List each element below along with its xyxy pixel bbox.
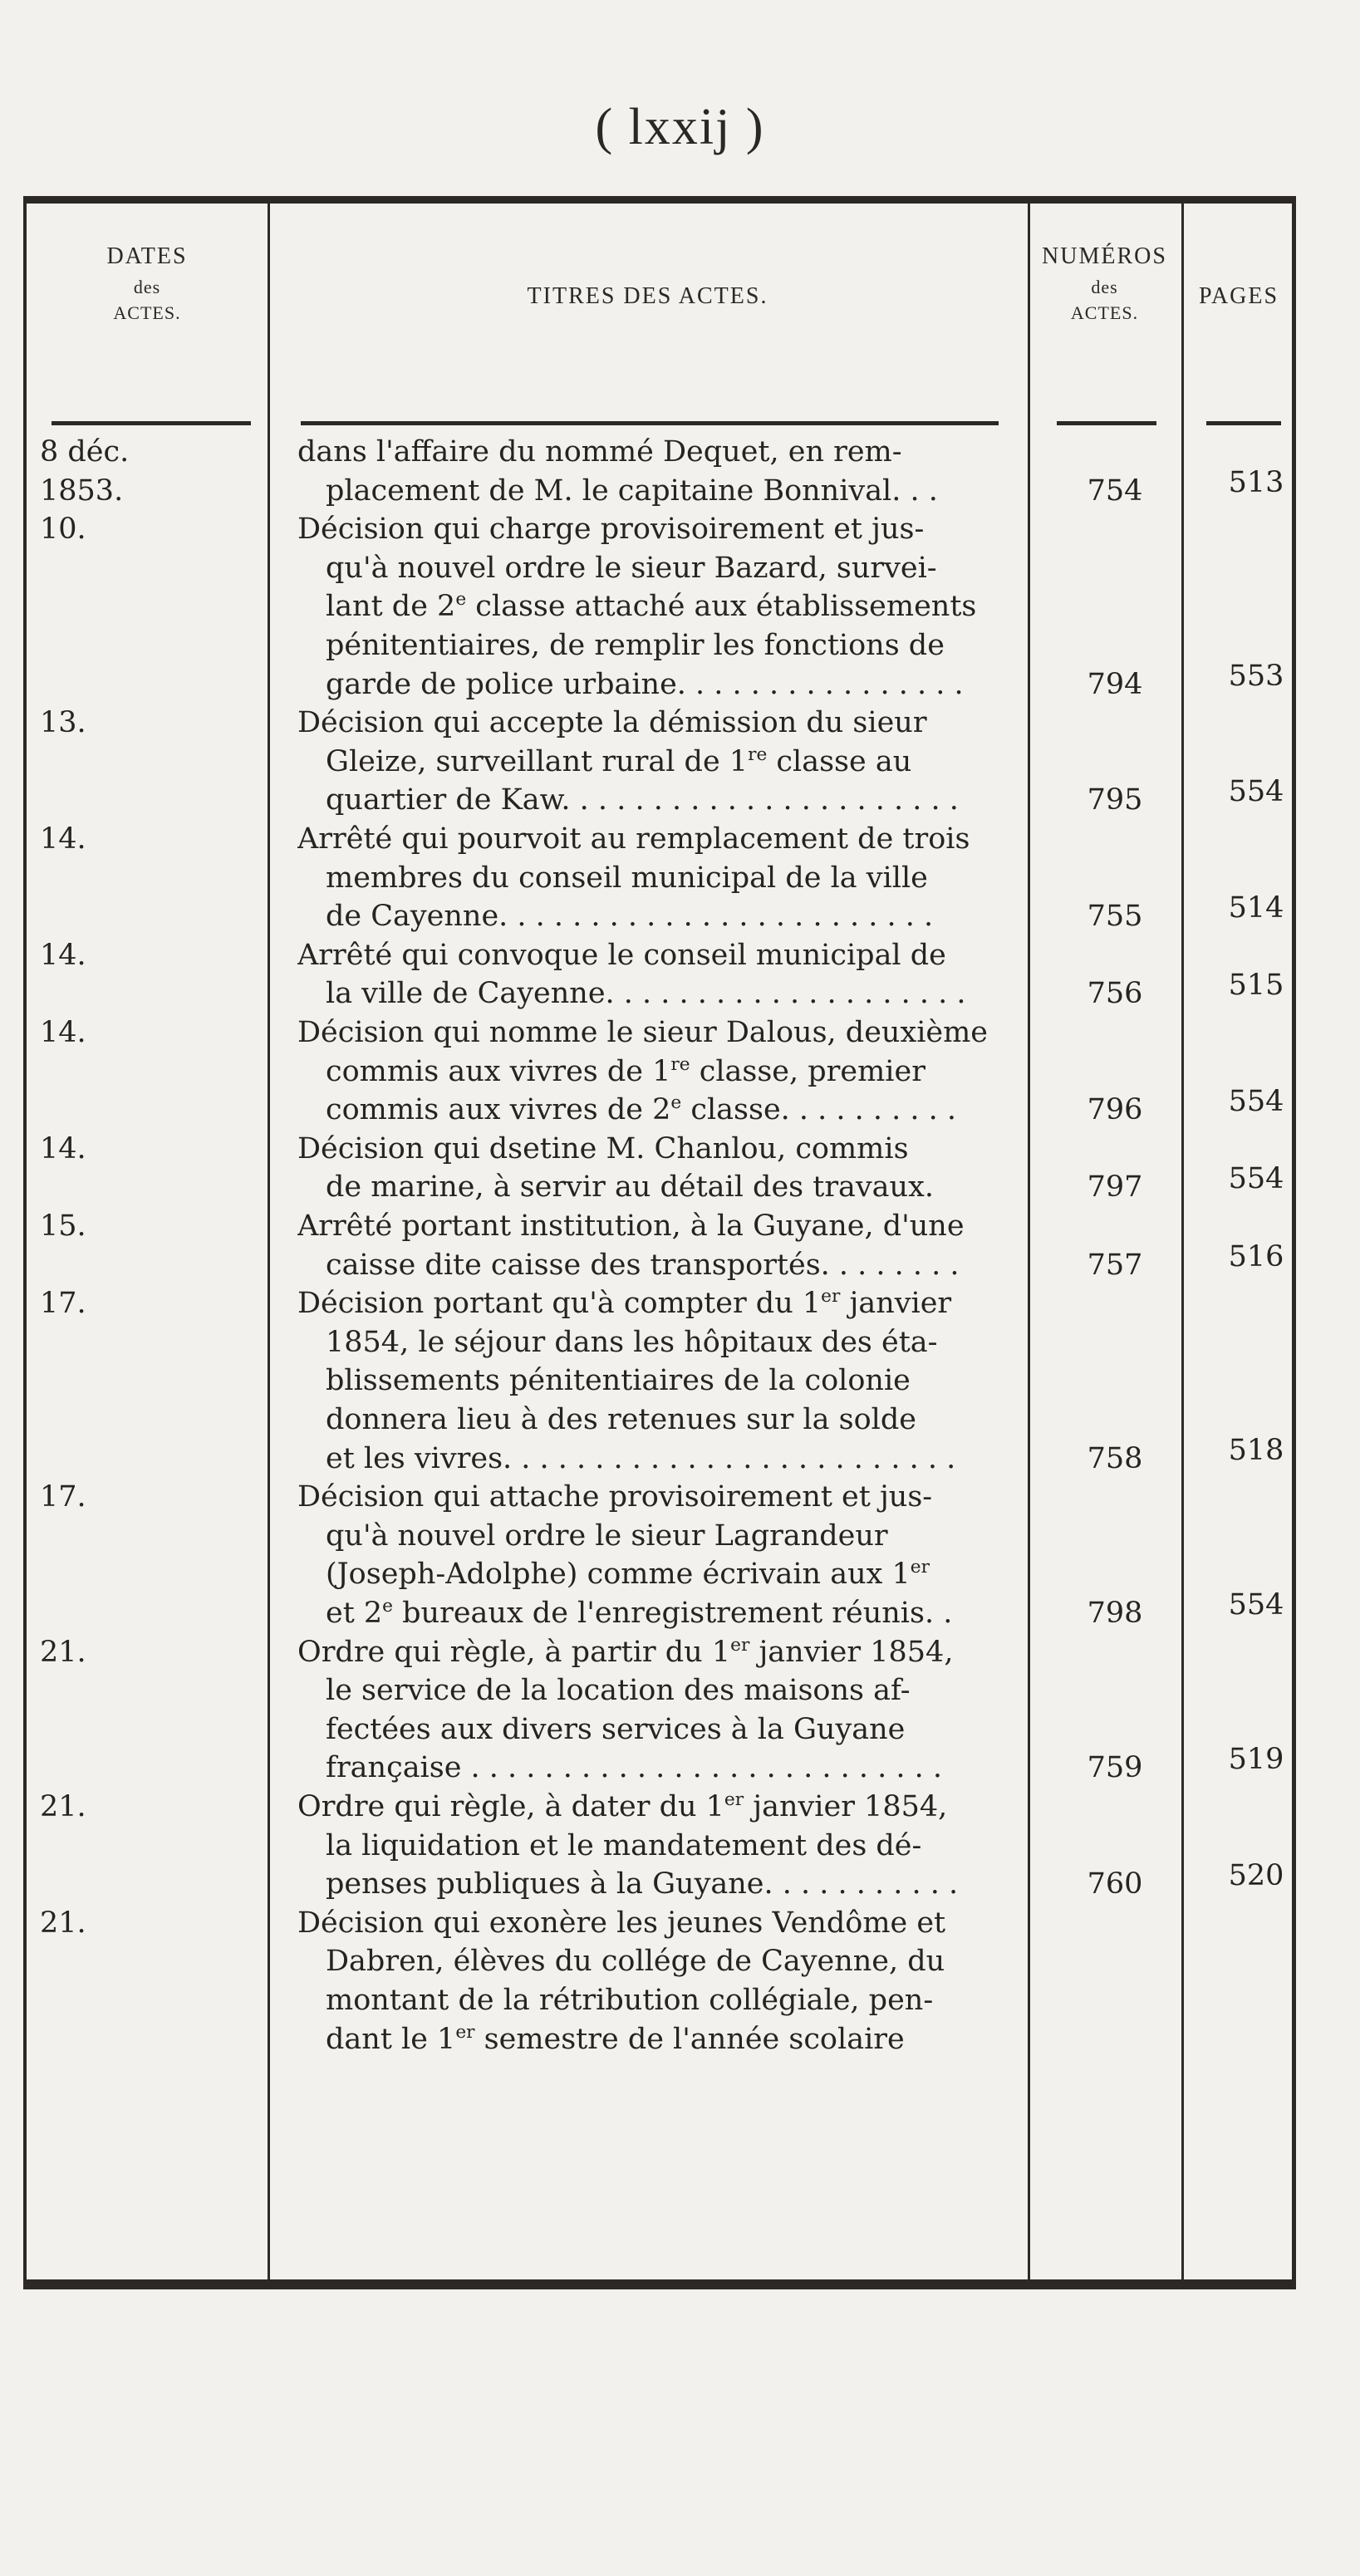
title-line: Dabren, élèves du collége de Cayenne, du <box>326 1945 945 1979</box>
header-rule <box>301 421 999 425</box>
row-date: 17. <box>40 1480 86 1514</box>
title-line: garde de police urbaine. . . . . . . . . . . . . . . . <box>326 667 964 701</box>
row-page-number: 520 <box>1228 1859 1284 1893</box>
title-line: Arrêté qui pourvoit au remplacement de trois <box>297 822 970 856</box>
row-act-number: 798 <box>1087 1596 1143 1630</box>
header-titles-text: TITRES DES ACTES. <box>527 283 768 309</box>
row-title <box>297 1788 1055 1904</box>
row-page-number: 514 <box>1228 891 1284 925</box>
row-act-number: 758 <box>1087 1441 1143 1475</box>
page-header: ( lxxij ) <box>595 99 765 155</box>
title-line: Gleize, surveillant rural de 1re classe au <box>326 743 912 778</box>
title-line: fectées aux divers services à la Guyane <box>326 1712 906 1746</box>
column-header-titles <box>268 280 1028 314</box>
row-act-number: 797 <box>1087 1170 1143 1205</box>
header-dates-line1: DATES <box>106 243 188 269</box>
row-page-number: 515 <box>1228 969 1284 1003</box>
row-page-number: 553 <box>1228 659 1284 693</box>
title-line: lant de 2e classe attaché aux établissements <box>326 589 977 624</box>
row-title <box>297 1904 1055 2058</box>
row-page-number: 518 <box>1228 1433 1284 1467</box>
row-title <box>297 820 1055 936</box>
row-title <box>297 1633 1055 1788</box>
title-line: la liquidation et le mandatement des dé- <box>326 1828 922 1862</box>
title-line: quartier de Kaw. . . . . . . . . . . . . . . . . . . . . . <box>326 783 959 817</box>
row-date: 8 déc. 1853. <box>40 433 248 510</box>
column-header-pages <box>1181 280 1296 314</box>
title-line: Décision qui charge provisoirement et jus- <box>297 513 925 547</box>
title-line: Décision qui nomme le sieur Dalous, deuxième <box>297 1016 989 1049</box>
row-act-number: 759 <box>1087 1751 1143 1785</box>
title-line: (Joseph-Adolphe) comme écrivain aux 1er <box>326 1557 930 1592</box>
row-act-number: 754 <box>1087 473 1143 508</box>
title-line: Arrêté portant institution, à la Guyane, d'une <box>297 1209 965 1243</box>
row-act-number: 756 <box>1087 977 1143 1011</box>
title-line: dant le 1er semestre de l'année scolaire <box>326 2021 905 2056</box>
title-line: Décision qui dsetine M. Chanlou, commis <box>297 1131 909 1165</box>
title-line: pénitentiaires, de remplir les fonctions de <box>326 628 945 662</box>
title-line: commis aux vivres de 1re classe, premier <box>326 1053 925 1088</box>
title-line: Décision qui accepte la démission du sieur <box>297 706 927 740</box>
row-date: 21. <box>40 1635 86 1669</box>
title-line: dans l'affaire du nommé Dequet, en rem- <box>297 435 902 469</box>
row-page-number: 519 <box>1228 1743 1284 1777</box>
header-numbers-line2: des <box>1091 276 1118 297</box>
row-title <box>297 433 1055 510</box>
title-line: et 2e bureaux de l'enregistrement réunis. . <box>326 1595 953 1630</box>
row-act-number: 795 <box>1087 783 1143 817</box>
row-title <box>297 1478 1055 1632</box>
header-numbers-line1: NUMÉROS <box>1042 243 1167 269</box>
row-date: 15. <box>40 1209 86 1243</box>
row-title <box>297 1207 1055 1284</box>
title-line: commis aux vivres de 2e classe. . . . . . . . . . <box>326 1092 957 1127</box>
row-act-number: 794 <box>1087 667 1143 701</box>
row-page-number: 554 <box>1228 775 1284 809</box>
row-title <box>297 510 1055 704</box>
title-line: de marine, à servir au détail des travaux. <box>326 1170 934 1205</box>
title-line: donnera lieu à des retenues sur la solde <box>326 1402 916 1436</box>
row-date: 17. <box>40 1287 86 1321</box>
title-line: Décision qui attache provisoirement et jus- <box>297 1480 933 1514</box>
header-pages-text: PAGES <box>1198 283 1279 309</box>
row-title <box>297 1284 1055 1478</box>
title-line: blissements pénitentiaires de la colonie <box>326 1364 911 1398</box>
row-act-number: 755 <box>1087 900 1143 934</box>
row-title <box>297 1013 1055 1130</box>
title-line: française . . . . . . . . . . . . . . . . . . . . . . . . . . <box>326 1751 942 1785</box>
title-line: qu'à nouvel ordre le sieur Bazard, survei- <box>326 551 937 585</box>
row-date-year: 1853. <box>40 473 124 508</box>
title-line: penses publiques à la Guyane. . . . . . . . . . . <box>326 1867 959 1901</box>
column-divider <box>268 204 270 2279</box>
column-header-numbers <box>1028 240 1181 326</box>
title-line: caisse dite caisse des transportés. . . . . . . . <box>326 1248 960 1282</box>
column-divider <box>1181 204 1184 2279</box>
row-title <box>297 936 1055 1013</box>
table-frame <box>23 196 1296 2289</box>
row-date: 14. <box>40 938 86 972</box>
title-line: qu'à nouvel ordre le sieur Lagrandeur <box>326 1519 888 1553</box>
row-page-number: 513 <box>1228 465 1284 499</box>
row-date: 10. <box>40 513 86 547</box>
row-act-number: 760 <box>1087 1867 1143 1901</box>
row-date: 14. <box>40 1016 86 1049</box>
title-line: le service de la location des maisons af- <box>326 1674 911 1708</box>
header-rule <box>52 421 251 425</box>
row-title <box>297 704 1055 820</box>
title-line: Arrêté qui convoque le conseil municipal de <box>297 938 946 972</box>
title-line: Décision qui exonère les jeunes Vendôme et <box>297 1906 946 1940</box>
header-rule <box>1206 421 1281 425</box>
row-page-number: 554 <box>1228 1587 1284 1622</box>
title-line: placement de M. le capitaine Bonnival. . . <box>326 473 938 508</box>
title-line: membres du conseil municipal de la ville <box>326 861 928 895</box>
header-rule <box>1057 421 1156 425</box>
row-date: 14. <box>40 822 86 856</box>
row-act-number: 757 <box>1087 1248 1143 1282</box>
title-line: de Cayenne. . . . . . . . . . . . . . . . . . . . . . . . <box>326 900 934 934</box>
row-title <box>297 1130 1055 1207</box>
row-page-number: 554 <box>1228 1085 1284 1119</box>
column-header-dates <box>27 240 268 326</box>
title-line: Décision portant qu'à compter du 1er janvier <box>297 1286 952 1321</box>
header-dates-line2: des <box>133 276 161 297</box>
title-line: Ordre qui règle, à partir du 1er janvier 1854, <box>297 1634 954 1669</box>
row-act-number: 796 <box>1087 1093 1143 1127</box>
header-numbers-line3: ACTES. <box>1070 302 1139 324</box>
title-line: la ville de Cayenne. . . . . . . . . . . . . . . . . . . . <box>326 977 966 1011</box>
row-date: 21. <box>40 1790 86 1823</box>
row-date: 13. <box>40 706 86 740</box>
title-line: 1854, le séjour dans les hôpitaux des éta- <box>326 1325 938 1359</box>
row-page-number: 516 <box>1228 1239 1284 1273</box>
title-line: montant de la rétribution collégiale, pen- <box>326 1983 934 2017</box>
row-date: 21. <box>40 1906 86 1940</box>
row-page-number: 554 <box>1228 1162 1284 1196</box>
title-line: et les vivres. . . . . . . . . . . . . . . . . . . . . . . . . <box>326 1441 956 1475</box>
title-line: Ordre qui règle, à dater du 1er janvier 1854, <box>297 1788 948 1823</box>
row-date: 14. <box>40 1131 86 1165</box>
header-dates-line3: ACTES. <box>113 302 181 324</box>
